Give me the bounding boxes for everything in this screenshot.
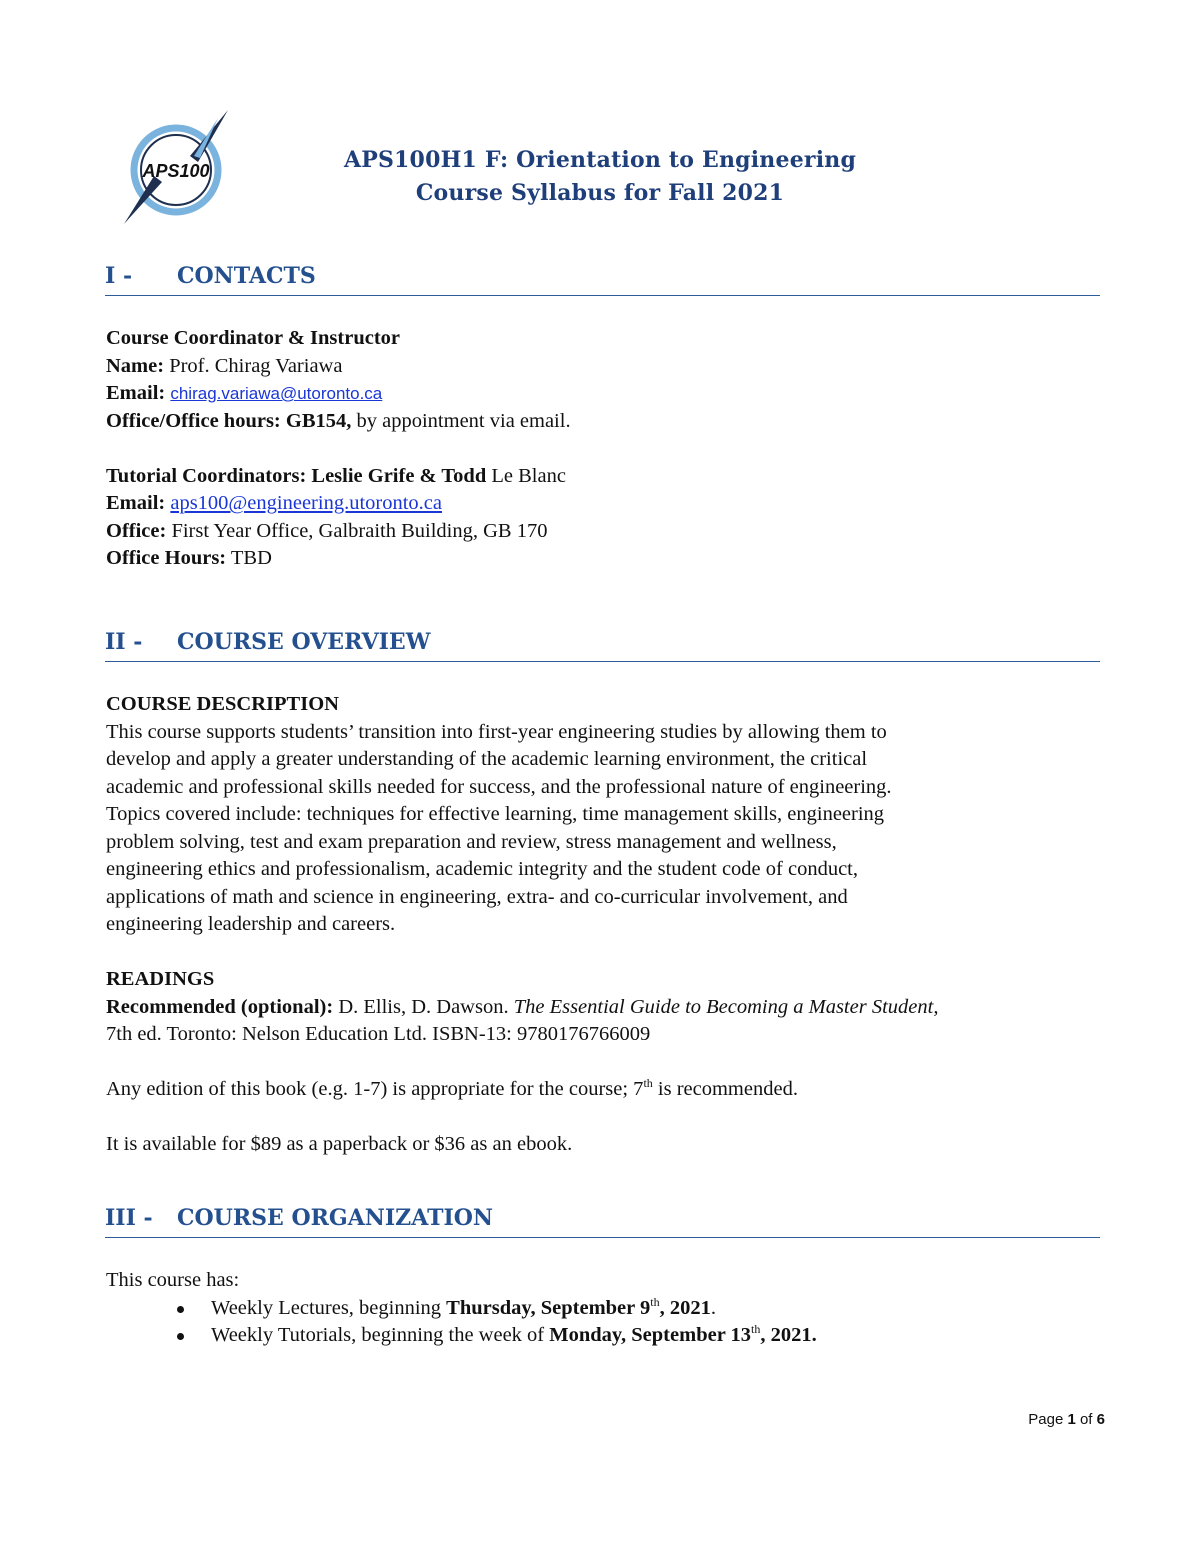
section-label: COURSE ORGANIZATION (177, 1205, 494, 1231)
page-current: 1 (1067, 1411, 1076, 1428)
item-text: Weekly Lectures, beginning (211, 1296, 447, 1319)
item-year: , 2021 (760, 1324, 812, 1346)
item-date: Monday, September 13 (549, 1324, 752, 1346)
section-label: COURSE OVERVIEW (177, 629, 431, 655)
tutorial-hours-value: TBD (226, 547, 272, 569)
title-line-2: Course Syllabus for Fall 2021 (415, 180, 785, 206)
edition-text-end: is recommended. (652, 1078, 798, 1100)
description-line: engineering ethics and professionalism, academic integrity and the student code of conduct, (106, 858, 858, 880)
description-line: This course supports students’ transition into first-year engineering studies by allowing them to (106, 720, 887, 743)
description-line: applications of math and science in engineering, extra- and co-curricular involvement, and (106, 885, 848, 908)
email-label: Email: (106, 382, 166, 404)
tutorial-label: Tutorial Coordinators: (106, 464, 307, 487)
item-end: . (710, 1296, 716, 1319)
edition-sup: th (643, 1076, 653, 1091)
description-line: problem solving, test and exam preparation and review, stress management and wellness, (106, 830, 837, 853)
description-line: academic and professional skills needed for success, and the professional nature of engineering. (106, 775, 892, 798)
recommended-authors: D. Ellis, D. Dawson. (333, 995, 514, 1018)
recommended-label: Recommended (optional): (106, 995, 334, 1018)
description-line: develop and apply a greater understanding of the academic learning environment, the critical (106, 748, 868, 770)
document-title (300, 144, 900, 210)
list-item (106, 1295, 1096, 1323)
section-number: III - (105, 1205, 153, 1231)
item-end: . (811, 1324, 817, 1346)
description-line: engineering leadership and careers. (106, 913, 396, 935)
organization-intro: This course has: (106, 1269, 240, 1291)
section-contacts-heading (105, 263, 1100, 296)
instructor-email-link[interactable]: chirag.variawa@utoronto.ca (170, 384, 383, 403)
section-organization-heading (105, 1205, 1100, 1238)
item-date: Thursday, September 9 (446, 1296, 651, 1319)
item-text: Weekly Tutorials, beginning the week of (211, 1324, 550, 1346)
name-label: Name: (106, 354, 165, 377)
item-sup: th (751, 1322, 761, 1337)
description-heading: COURSE DESCRIPTION (106, 693, 339, 715)
bullet-icon (177, 1306, 184, 1313)
organization-block (106, 1267, 1096, 1350)
tutorial-office-value: First Year Office, Galbraith Building, GB 170 (166, 519, 548, 542)
bullet-icon (177, 1333, 184, 1340)
organization-list (106, 1295, 1096, 1350)
office-value: by appointment via email. (351, 409, 571, 432)
logo-text: APS100 (142, 161, 210, 181)
tutorial-hours-label: Office Hours: (106, 547, 227, 569)
recommended-edition-line: 7th ed. Toronto: Nelson Education Ltd. ISBN-13: 9780176766009 (106, 1023, 651, 1045)
page-total: 6 (1096, 1411, 1105, 1428)
item-year: , 2021 (659, 1296, 711, 1319)
readings-heading: READINGS (106, 968, 215, 990)
name-value: Prof. Chirag Variawa (164, 354, 343, 377)
price-text: It is available for $89 as a paperback or $36 as an ebook. (106, 1133, 573, 1155)
tutorial-names: Leslie Grife & Todd (306, 464, 487, 487)
tutorial-names-rest: Le Blanc (486, 464, 566, 487)
edition-text: Any edition of this book (e.g. 1-7) is appropriate for the course; 7 (106, 1078, 644, 1100)
section-label: CONTACTS (177, 263, 316, 289)
title-line-1: APS100H1 F: Orientation to Engineering (343, 147, 857, 173)
section-number: II - (105, 629, 143, 655)
section-overview-heading (105, 629, 1100, 662)
description-line: Topics covered include: techniques for effective learning, time management skills, engineering (106, 803, 885, 825)
of-word: of (1075, 1411, 1097, 1428)
tutorial-email-label: Email: (106, 492, 166, 514)
contacts-block (106, 325, 1096, 573)
page-number (1028, 1411, 1105, 1428)
aps100-logo (118, 108, 238, 228)
item-sup: th (650, 1294, 660, 1309)
tutorial-office-label: Office: (106, 519, 167, 542)
page-word: Page (1028, 1411, 1068, 1428)
list-item (106, 1322, 1096, 1350)
tutorial-email-link[interactable]: aps100@engineering.utoronto.ca (170, 492, 442, 514)
recommended-book-title: The Essential Guide to Becoming a Master Student, (513, 995, 939, 1018)
office-label: Office/Office hours: GB154, (106, 409, 352, 432)
section-number: I - (105, 263, 133, 289)
coordinator-heading: Course Coordinator & Instructor (106, 327, 400, 349)
overview-block (106, 691, 1096, 1159)
